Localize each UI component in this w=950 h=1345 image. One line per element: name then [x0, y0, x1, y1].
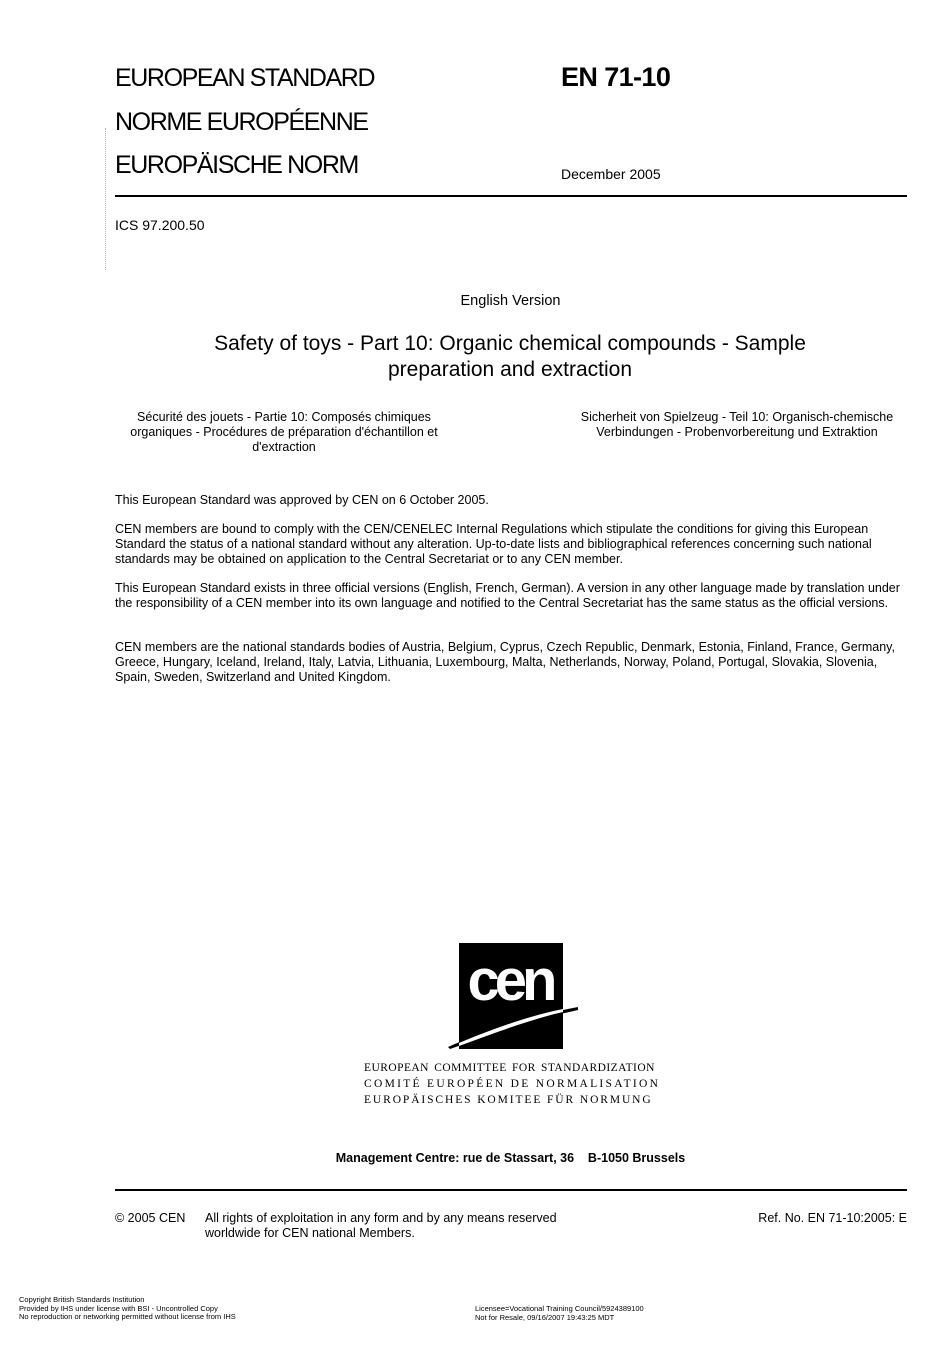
license-footer-right [475, 1305, 644, 1322]
approval-paragraph: This European Standard was approved by CEN on 6 October 2005. [115, 493, 489, 507]
footer-line: Licensee=Vocational Training Council/5924389100 [475, 1304, 644, 1313]
copyright-notice: © 2005 CEN [115, 1211, 186, 1225]
management-centre-address: Management Centre: rue de Stassart, 36 B-1050 Brussels [335, 1151, 686, 1165]
header-divider [115, 195, 907, 197]
publication-date: December 2005 [561, 166, 661, 182]
svg-text:cen: cen [467, 948, 553, 1013]
compliance-paragraph: CEN members are bound to comply with the CEN/CENELEC Internal Regulations which stipulate the conditions for giving this European Standard the status of a national standard without any alteration. Up-to-date lists and bibliographical references concerning such national standards may be obtained on application to the Central Secretariat or to any CEN member. [115, 522, 872, 566]
document-title-de: Sicherheit von Spielzeug - Teil 10: Organisch-chemische Verbindungen - Probenvorbereitung und Extraktion [580, 410, 894, 439]
footer-line: Not for Resale, 09/16/2007 19:43:25 MDT [475, 1312, 615, 1322]
rights-statement: All rights of exploitation in any form and by any means reserved worldwide for CEN national Members. [205, 1211, 557, 1240]
standard-number: EN 71-10 [561, 62, 671, 92]
footer-line: Provided by IHS under license with BSI - Uncontrolled Copy [19, 1303, 218, 1313]
footer-line: No reproduction or networking permitted without license from IHS [19, 1312, 236, 1321]
document-title-fr: Sécurité des jouets - Partie 10: Composés chimiques organiques - Procédures de préparation d'échantillon et d'extraction [130, 410, 438, 454]
license-footer-left [19, 1296, 236, 1322]
committee-name-de: EUROPÄISCHES KOMITEE FÜR NORMUNG [364, 1094, 653, 1106]
footer-divider [115, 1189, 907, 1191]
version-label: English Version [460, 293, 561, 309]
members-paragraph: CEN members are the national standards bodies of Austria, Belgium, Cyprus, Czech Republic, Denmark, Estonia, Finland, France, Germany, Greece, Hungary, Iceland, Ireland, Italy, Latvia, Lithuania, Luxembourg, Malta, Netherlands, Norway, Poland, Portugal, Slovakia, Slovenia, Spain, Sweden, Switzerland and United Kingdom. [115, 640, 895, 684]
cen-logo-icon [444, 943, 578, 1049]
margin-marker [105, 128, 106, 270]
standard-title-de: EUROPÄISCHE NORM [115, 151, 358, 179]
document-title: Safety of toys - Part 10: Organic chemical compounds - Sample preparation and extraction [214, 332, 806, 381]
standard-title-en: EUROPEAN STANDARD [115, 64, 375, 92]
ics-code: ICS 97.200.50 [115, 217, 205, 233]
committee-name-en: EUROPEAN COMMITTEE FOR STANDARDIZATION [364, 1062, 655, 1074]
committee-name-fr: COMITÉ EUROPÉEN DE NORMALISATION [364, 1078, 661, 1090]
footer-line: Copyright British Standards Institution [19, 1295, 145, 1304]
versions-paragraph: This European Standard exists in three official versions (English, French, German). A version in any other language made by translation under the responsibility of a CEN member into its own language and notified to the Central Secretariat has the same status as the official versions. [115, 581, 900, 610]
standard-title-fr: NORME EUROPÉENNE [115, 108, 368, 136]
reference-number: Ref. No. EN 71-10:2005: E [758, 1211, 907, 1225]
